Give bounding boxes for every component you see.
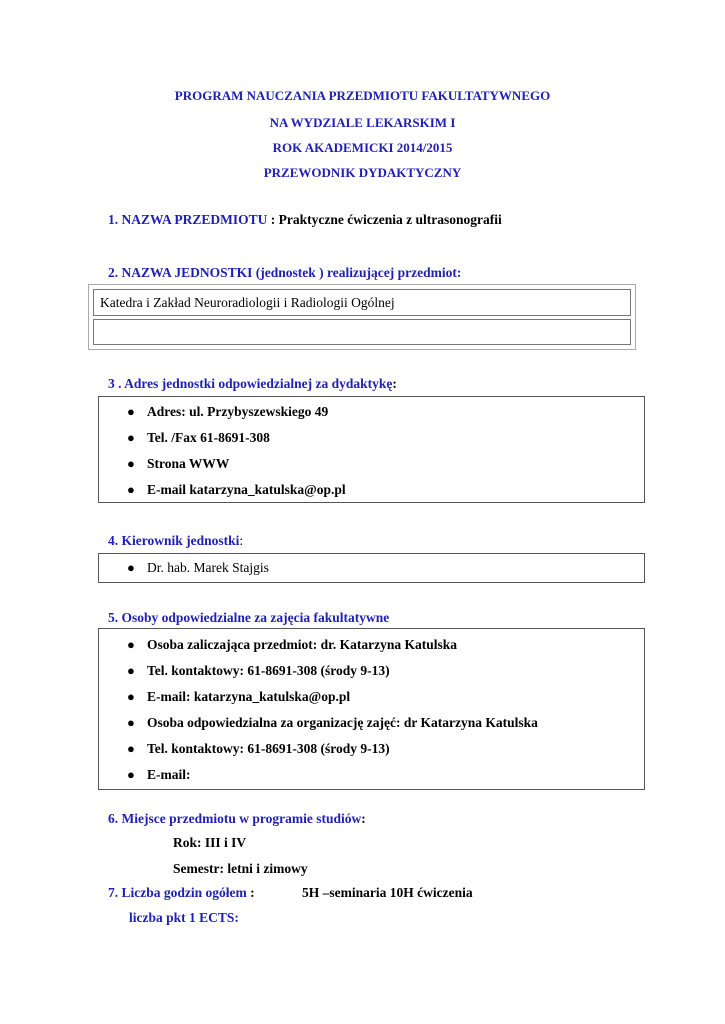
list-item-text: Osoba odpowiedzialna za organizację zajęć: dr Katarzyna Katulska	[147, 715, 538, 730]
head-of-unit-box	[98, 553, 645, 583]
section-4-label: 4. Kierownik jednostki	[108, 533, 240, 548]
section-7-heading	[108, 885, 255, 901]
unit-name: Katedra i Zakład Neuroradiologii i Radiologii Ogólnej	[100, 295, 395, 310]
section-6-label: 6. Miejsce przedmiotu w programie studiów	[108, 811, 362, 826]
section-7-colon: :	[246, 885, 255, 900]
semester: Semestr: letni i zimowy	[173, 861, 308, 876]
bullet-icon: ●	[127, 637, 135, 652]
header-line-1: PROGRAM NAUCZANIA PRZEDMIOTU FAKULTATYWNEGO	[174, 88, 551, 103]
head-of-unit-name: Dr. hab. Marek Stajgis	[147, 560, 269, 575]
section-2-heading	[108, 265, 461, 281]
phone-text: Tel. /Fax 61-8691-308	[147, 430, 270, 445]
list-item-text: Tel. kontaktowy: 61-8691-308 (środy 9-13)	[147, 663, 390, 678]
section-1-value: : Praktyczne ćwiczenia z ultrasonografii	[267, 212, 502, 227]
ects-points: liczba pkt 1 ECTS:	[129, 910, 239, 925]
address-text: Adres: ul. Przybyszewskiego 49	[147, 404, 329, 419]
list-item-text: Osoba zaliczająca przedmiot: dr. Katarzyna Katulska	[147, 637, 457, 652]
section-4-heading	[108, 533, 243, 549]
section-6-heading	[108, 811, 366, 827]
section-7-label: 7. Liczba godzin ogółem	[108, 885, 247, 900]
unit-table	[88, 284, 636, 350]
list-item-text: E-mail: katarzyna_katulska@op.pl	[147, 689, 351, 704]
header-line-4: PRZEWODNIK DYDAKTYCZNY	[263, 165, 462, 180]
list-item-text: E-mail:	[147, 767, 191, 782]
year-of-study: Rok: III i IV	[173, 835, 247, 850]
section-1-heading	[108, 212, 502, 228]
section-6-colon: :	[361, 811, 366, 826]
section-2-colon: :	[456, 265, 462, 280]
header-line-2: NA WYDZIALE LEKARSKIM I	[269, 115, 456, 130]
section-2-label: 2. NAZWA JEDNOSTKI (jednostek ) realizującej przedmiot	[108, 265, 457, 280]
unit-table-row-1	[93, 289, 631, 316]
section-1-label: 1. NAZWA PRZEDMIOTU	[108, 212, 268, 227]
responsible-persons-box	[98, 628, 645, 790]
list-item-text: Tel. kontaktowy: 61-8691-308 (środy 9-13)	[147, 741, 390, 756]
bullet-icon: ●	[127, 767, 135, 782]
section-3-colon: :	[392, 376, 397, 391]
bullet-icon: ●	[127, 715, 135, 730]
email-text: E-mail katarzyna_katulska@op.pl	[147, 482, 346, 497]
section-5-heading	[108, 610, 389, 626]
bullet-icon: ●	[127, 560, 135, 575]
bullet-icon: ●	[127, 663, 135, 678]
bullet-icon: ●	[127, 430, 135, 445]
bullet-icon: ●	[127, 741, 135, 756]
unit-table-row-2	[93, 319, 631, 345]
section-5-label: 5. Osoby odpowiedzialne za zajęcia fakultatywne	[108, 610, 390, 625]
section-4-colon: :	[239, 533, 244, 548]
header-line-3: ROK AKADEMICKI 2014/2015	[272, 140, 453, 155]
hours-value: 5H –seminaria 10H ćwiczenia	[302, 885, 473, 900]
website-text: Strona WWW	[147, 456, 230, 471]
bullet-icon: ●	[127, 689, 135, 704]
section-3-label: 3 . Adres jednostki odpowiedzialnej za dydaktykę	[108, 376, 393, 391]
bullet-icon: ●	[127, 456, 135, 471]
address-box	[98, 396, 645, 503]
bullet-icon: ●	[127, 482, 135, 497]
bullet-icon: ●	[127, 404, 135, 419]
section-3-heading	[108, 376, 397, 392]
